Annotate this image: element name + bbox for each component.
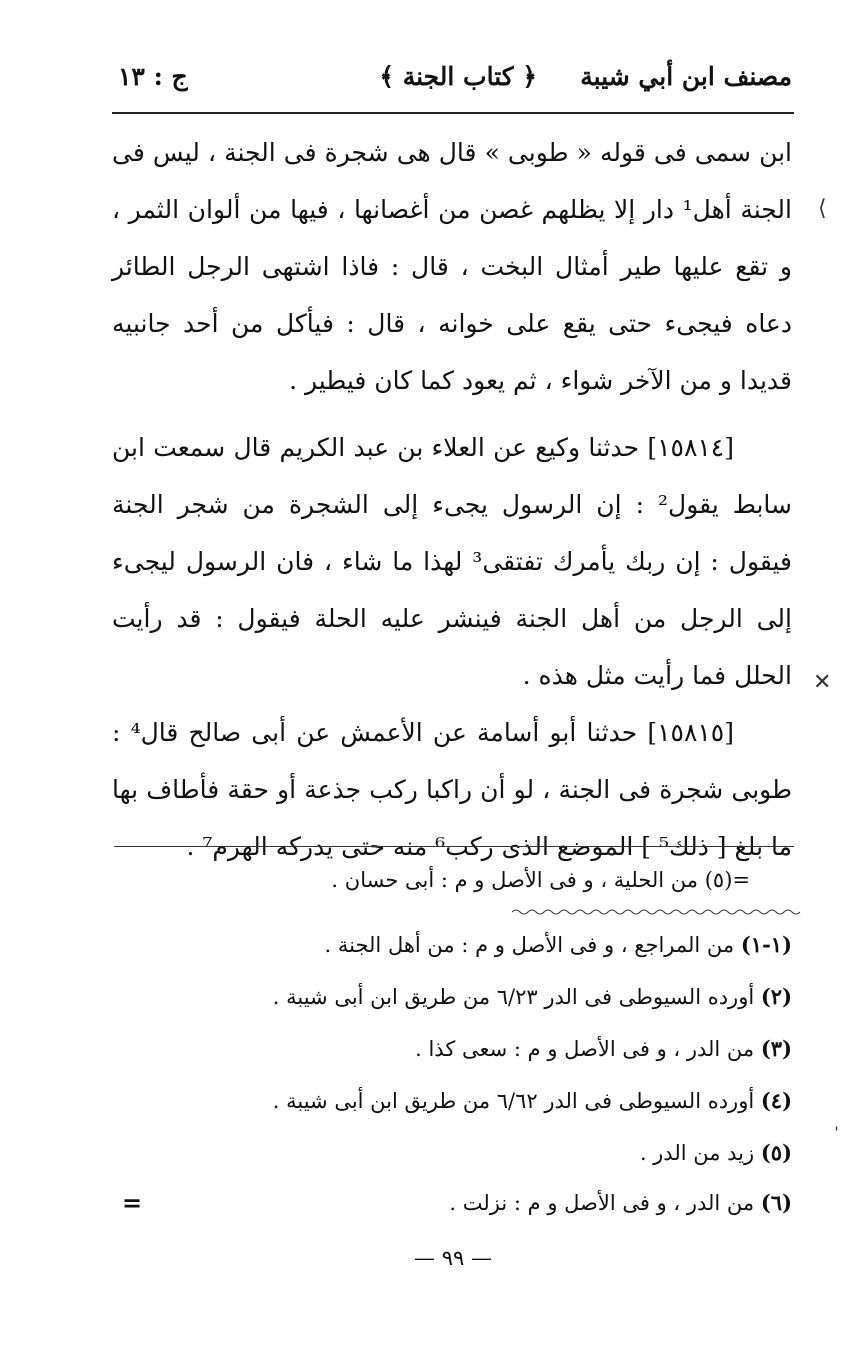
footnote-number: (٢) <box>760 984 792 1009</box>
chapter-title: ﴿ كتاب الجنة ﴾ <box>379 62 537 91</box>
paragraph-continuation: ابن سمى فى قوله « طوبى » قال هى شجرة فى الجنة ، ليس فى الجنة أهل¹ دار إلا يظلهم غصن من أغصانها ، فيها من ألوان الثمر ، و تقع عليها طير أمثال البخت ، قال : فاذا اشتهى الرجل الطائر دعاه فيجىء حتى يقع على خوانه ، قال : فيأكل من أحد جانبيه قديدا و من الآخر شواء ، ثم يعود كما كان فيطير . <box>112 138 792 395</box>
footnote-item <box>449 1190 792 1215</box>
footnote-item <box>415 1036 792 1061</box>
hadith-15815: [١٥٨١٥] حدثنا أبو أسامة عن الأعمش عن أبى صالح قال⁴ : طوبى شجرة فى الجنة ، لو أن راكبا ركب جذعة أو حقة فأطاف بها ما بلغ [ ذلك⁵ ] الموضع الذى ركب⁶ منه حتى يدركه الهرم⁷ . <box>112 718 792 861</box>
margin-bracket-mark: ⟨ <box>818 196 827 221</box>
footnote-text: أورده السيوطى فى الدر ٦/٦٢ من طريق ابن أبى شيبة . <box>272 1089 761 1113</box>
footnote-text: من المراجع ، و فى الأصل و م : من أهل الجنة . <box>324 933 741 957</box>
footnote-number: (٥) <box>760 1140 792 1165</box>
continuation-mark: = <box>122 1188 143 1217</box>
paragraph-gap <box>112 409 792 419</box>
footnote-item <box>273 1088 792 1113</box>
footnote-item <box>640 1140 792 1165</box>
main-text <box>112 124 792 875</box>
footnote-item <box>325 932 792 957</box>
page-number: — ٩٩ — <box>414 1246 492 1270</box>
margin-dot-mark: ˈ <box>834 1124 839 1145</box>
footnote-text: زيد من الدر . <box>639 1141 761 1165</box>
footnote-text: من الدر ، و فى الأصل و م : سعى كذا . <box>415 1037 761 1061</box>
footnote-rule <box>114 846 794 847</box>
volume-number: ج : ١٣ <box>118 62 188 91</box>
footnote-number: (١-١) <box>740 932 792 957</box>
running-header <box>112 56 792 106</box>
footnote-continued: =(٥) من الحلية ، و فى الأصل و م : أبى حسان . <box>331 868 750 892</box>
header-rule <box>112 112 794 114</box>
margin-cross-mark: ✕ <box>813 670 832 695</box>
footnote-number: (٣) <box>760 1036 792 1061</box>
footnote-number: (٤) <box>760 1088 792 1113</box>
book-title: مصنف ابن أبي شيبة <box>580 62 792 91</box>
hadith-15814: [١٥٨١٤] حدثنا وكيع عن العلاء بن عبد الكريم قال سمعت ابن سابط يقول² : إن الرسول يجىء إلى الشجرة من شجر الجنة فيقول : إن ربك يأمرك تفتقى³ لهذا ما شاء ، فان الرسول ليجىء إلى الرجل من أهل الجنة فينشر عليه الحلة فيقول : قد رأيت الحلل فما رأيت مثل هذه . <box>112 433 793 690</box>
footnote-item <box>273 984 792 1009</box>
footnote-number: (٦) <box>760 1190 792 1215</box>
footnote-text: من الدر ، و فى الأصل و م : نزلت . <box>449 1191 761 1215</box>
wavy-separator <box>512 908 802 916</box>
footnote-text: أورده السيوطى فى الدر ٦/٢٣ من طريق ابن أبى شيبة . <box>272 985 761 1009</box>
